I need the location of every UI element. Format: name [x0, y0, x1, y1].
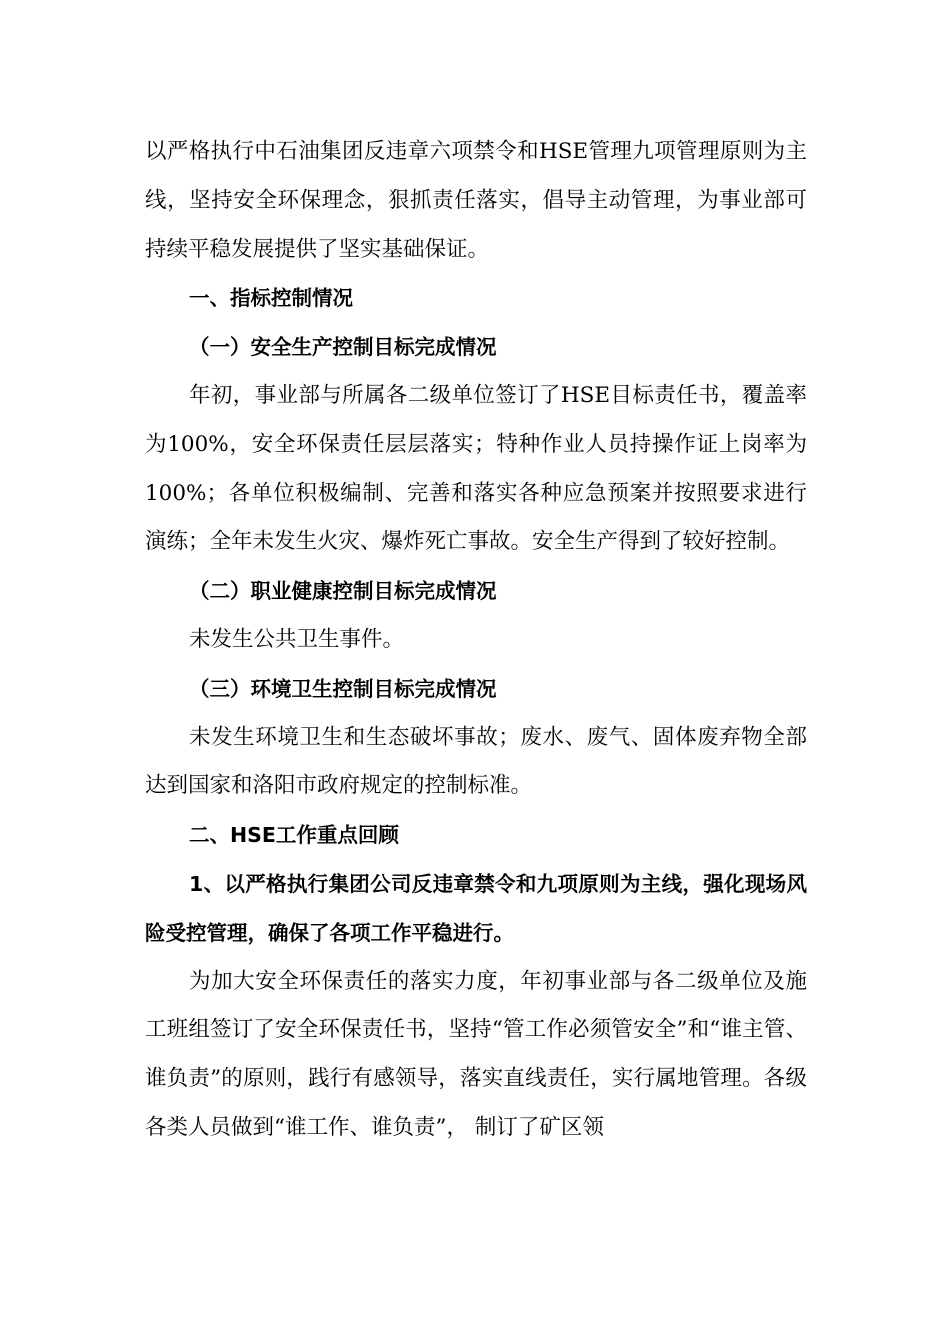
body-paragraph-health: 未发生公共卫生事件。 — [189, 626, 405, 652]
subsection-heading-health: （二）职业健康控制目标完成情况 — [189, 579, 497, 604]
body-paragraph-environment: 未发生环境卫生和生态破坏事故；废水、废气、固体废弃物全部达到国家和洛阳市政府规定的控制标准。 — [145, 724, 807, 799]
subsection-heading-safety: （一）安全生产控制目标完成情况 — [189, 335, 497, 360]
body-paragraph-safety: 年初，事业部与所属各二级单位签订了HSE目标责任书，覆盖率为100%，安全环保责任层层落实；特种作业人员持操作证上岗率为100%；各单位积极编制、完善和落实各种应急预案并按照要求进行演练；全年未发生火灾、爆炸死亡事故。安全生产得到了较好控制。 — [145, 382, 807, 555]
body-paragraph-intro: 以严格执行中石油集团反违章六项禁令和HSE管理九项管理原则为主线，坚持安全环保理念，狠抓责任落实，倡导主动管理，为事业部可持续平稳发展提供了坚实基础保证。 — [145, 139, 807, 262]
document-body — [145, 128, 807, 1153]
section-heading-2: 二、HSE工作重点回顾 — [189, 823, 399, 848]
subsection-heading-item-1: 1、以严格执行集团公司反违章禁令和九项原则为主线，强化现场风险受控管理，确保了各项工作平稳进行。 — [145, 871, 807, 945]
section-heading-1: 一、指标控制情况 — [189, 286, 353, 311]
body-paragraph-responsibility: 为加大安全环保责任的落实力度，年初事业部与各二级单位及施工班组签订了安全环保责任书，坚持“管工作必须管安全”和“谁主管、谁负责”的原则，践行有感领导，落实直线责任，实行属地管理。各级各类人员做到“谁工作、谁负责”， 制订了矿区领 — [145, 968, 807, 1140]
subsection-heading-environment: （三）环境卫生控制目标完成情况 — [189, 676, 497, 701]
